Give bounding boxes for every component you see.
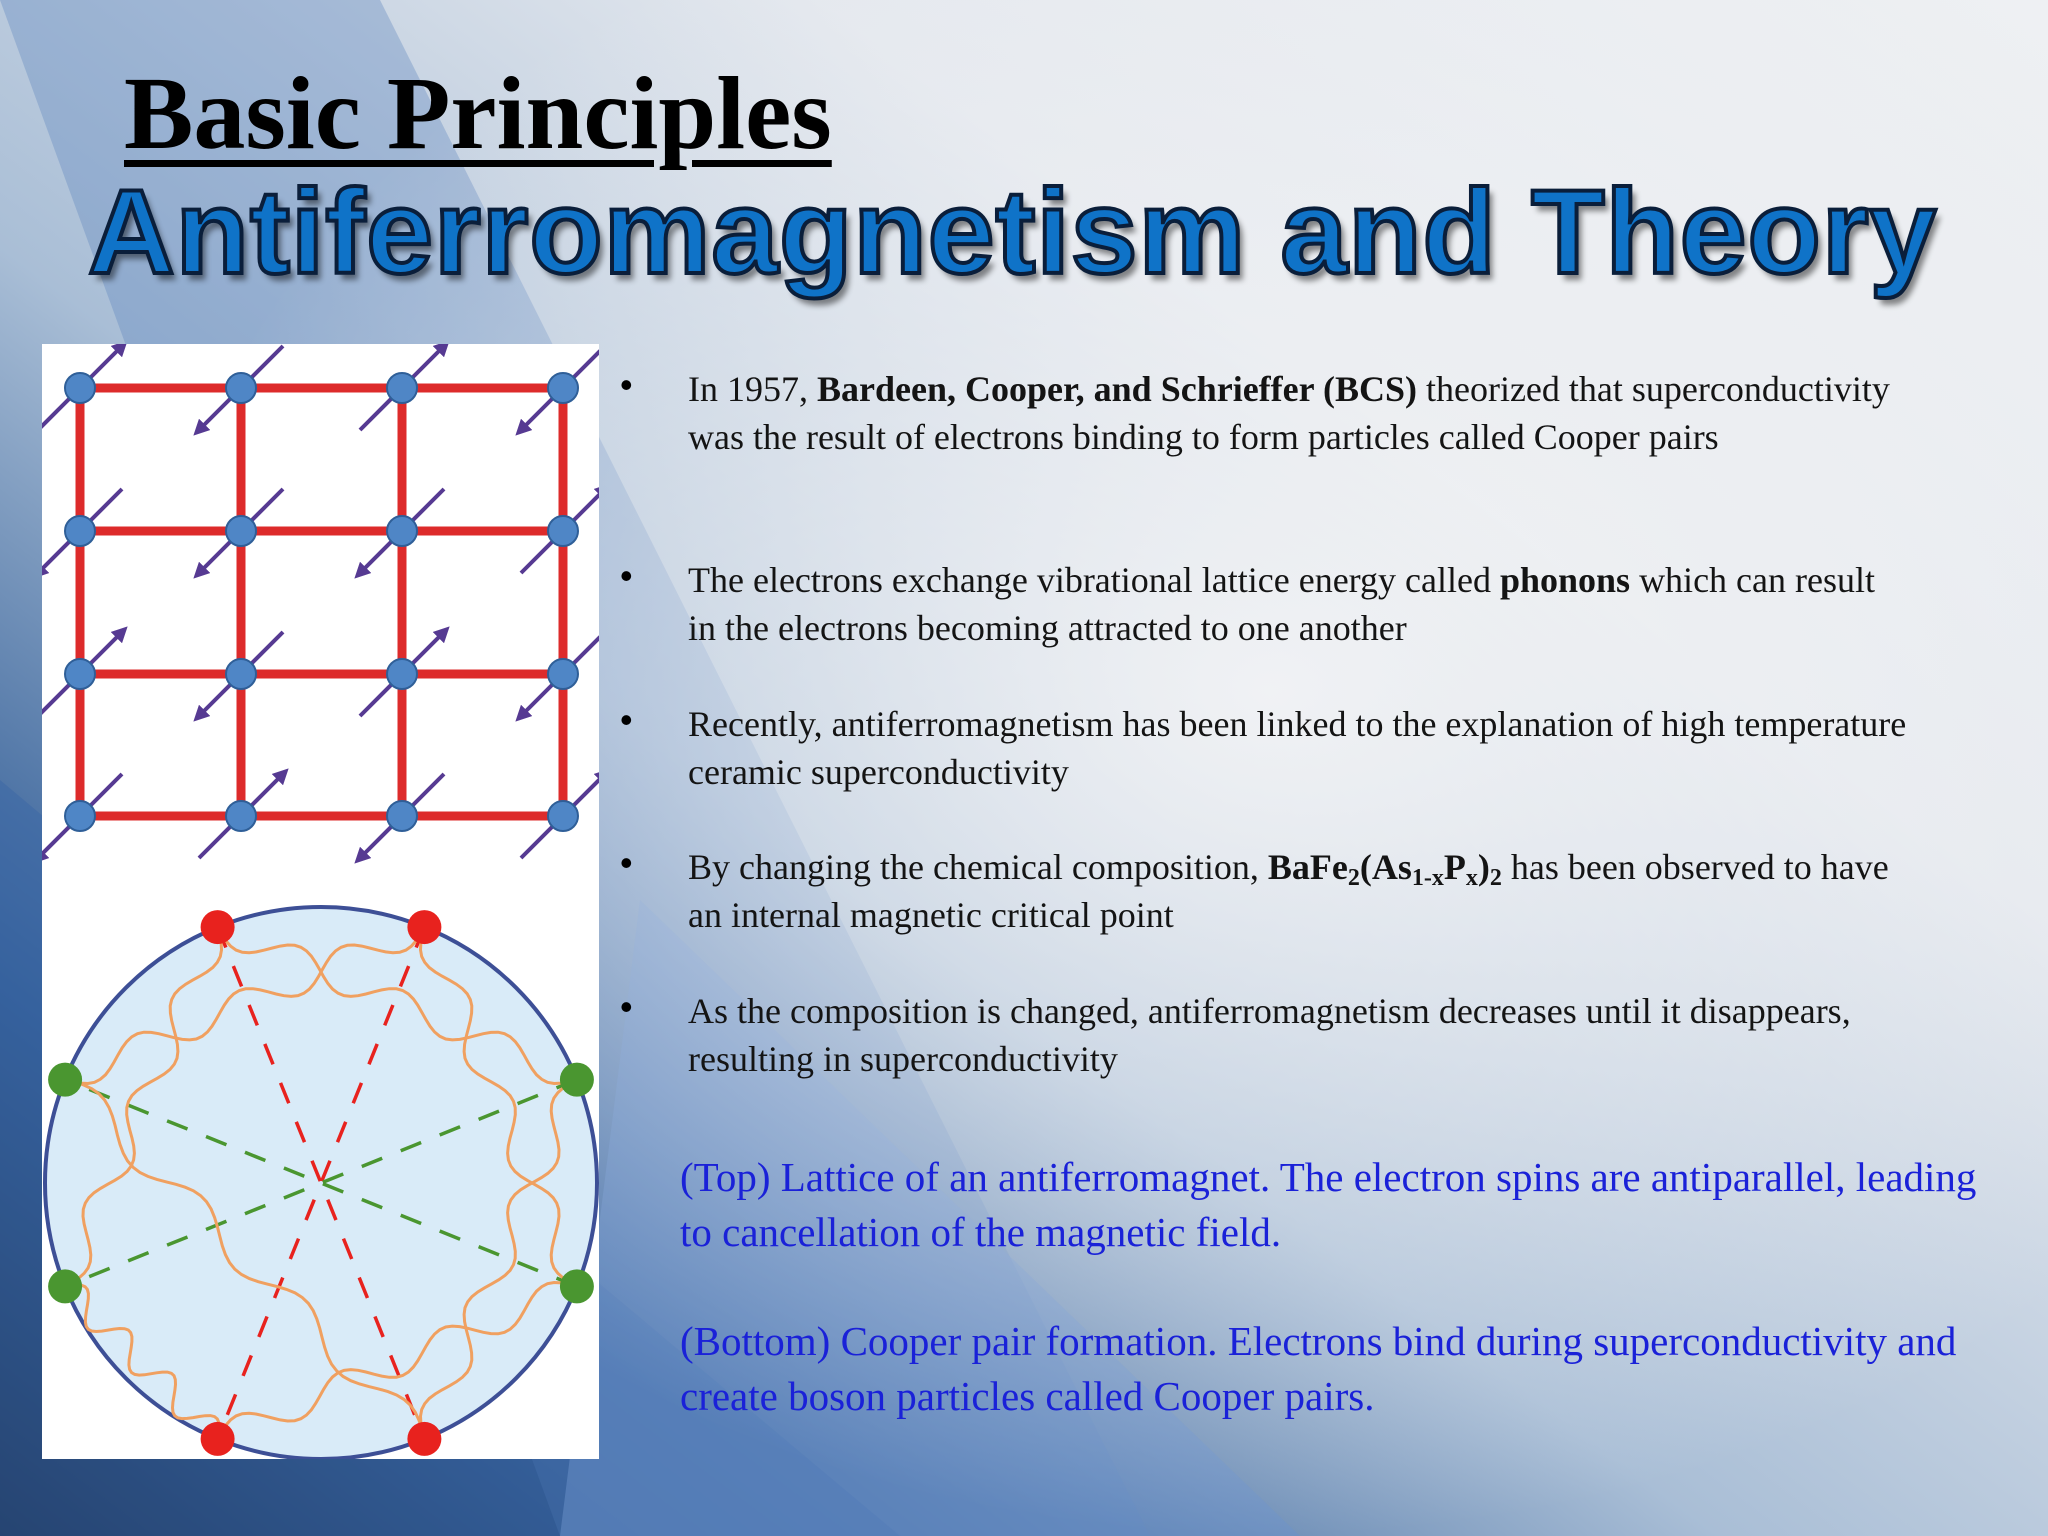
- electron-dot: [48, 1269, 82, 1303]
- electron-node: [65, 516, 95, 546]
- electron-node: [548, 373, 578, 403]
- electron-node: [387, 516, 417, 546]
- pair-circle: [45, 907, 597, 1459]
- electron-node: [548, 659, 578, 689]
- electron-dot: [560, 1269, 594, 1303]
- electron-dot: [201, 1422, 235, 1456]
- electron-dot: [560, 1063, 594, 1097]
- electron-dot: [201, 910, 235, 944]
- electron-dot: [407, 1422, 441, 1456]
- electron-node: [548, 801, 578, 831]
- caption-top: (Top) Lattice of an antiferromagnet. The electron spins are antiparallel, leading to cancellation of the magnetic field.: [680, 1154, 1977, 1255]
- electron-node: [226, 516, 256, 546]
- electron-node: [387, 801, 417, 831]
- electron-node: [548, 516, 578, 546]
- electron-dot: [407, 910, 441, 944]
- caption-bottom: (Bottom) Cooper pair formation. Electrons bind during superconductivity and create boson particles called Cooper pairs.: [680, 1318, 1957, 1419]
- bullet-item: • Recently, antiferromagnetism has been linked to the explanation of high temperature ceramic superconductivity: [620, 699, 1907, 792]
- slide-title: Basic Principles: [124, 56, 832, 171]
- chemical-formula: $BaFe_2(As_{1-x}P_x)_2$: [1267, 847, 1502, 891]
- electron-node: [65, 801, 95, 831]
- bullet-dot-icon: •: [620, 364, 633, 405]
- figure-panel: [42, 344, 599, 1459]
- electron-node: [387, 373, 417, 403]
- electron-node: [65, 373, 95, 403]
- bullet-item: • In 1957, Bardeen, Cooper, and Schrieffer (BCS) theorized that superconductivity was the result of electrons binding to form particles called Cooper pairs: [620, 364, 1890, 457]
- electron-node: [226, 373, 256, 403]
- bullet-item: • The electrons exchange vibrational lattice energy called phonons which can result in the electrons becoming attracted to one another: [620, 555, 1875, 648]
- cooper-pair-figure: [42, 884, 599, 1459]
- electron-node: [65, 659, 95, 689]
- bullet-dot-icon: •: [620, 842, 633, 883]
- bullet-dot-icon: •: [620, 699, 633, 740]
- slide-subtitle: Antiferromagnetism and Theory: [88, 165, 1938, 299]
- bullet-dot-icon: •: [620, 555, 633, 596]
- electron-node: [226, 659, 256, 689]
- bullet-item: • By changing the chemical composition, $BaFe_2(As_{1-x}P_x)_2$ has been observed to have an internal magnetic critical point: [620, 842, 1889, 935]
- electron-node: [387, 659, 417, 689]
- bullet-item: • As the composition is changed, antiferromagnetism decreases until it disappears, resulting in superconductivity: [620, 986, 1851, 1079]
- antiferromagnet-lattice-figure: [42, 344, 599, 884]
- lattice-grid: [80, 388, 563, 816]
- electron-node: [226, 801, 256, 831]
- electron-dot: [48, 1063, 82, 1097]
- bullet-dot-icon: •: [620, 986, 633, 1027]
